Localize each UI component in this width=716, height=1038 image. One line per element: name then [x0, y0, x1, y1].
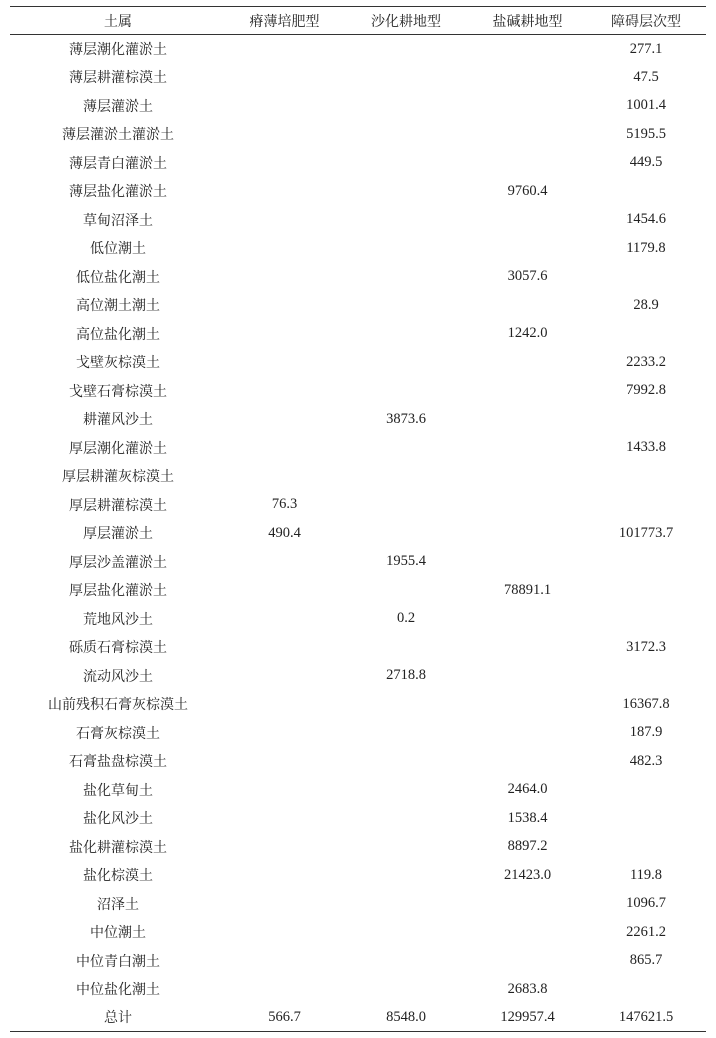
saline-value-cell — [469, 149, 586, 178]
soil-genus-cell: 荒地风沙土 — [83, 611, 153, 628]
saline-value-cell — [469, 662, 586, 691]
obstacle-layer-value-cell — [586, 833, 706, 862]
sandy-value-cell — [343, 35, 469, 64]
obstacle-layer-value-cell — [586, 662, 706, 691]
obstacle-layer-value-cell — [586, 804, 706, 833]
soil-genus-cell: 厚层耕灌棕漠土 — [69, 497, 167, 514]
total-row — [10, 1004, 706, 1032]
barren-value-cell — [226, 149, 343, 178]
saline-value-cell — [469, 519, 586, 548]
sandy-value-cell — [343, 519, 469, 548]
table-row — [10, 719, 706, 748]
obstacle-layer-value-cell — [586, 605, 706, 634]
table-row — [10, 975, 706, 1004]
soil-genus-cell: 薄层盐化灌淤土 — [69, 184, 167, 201]
table-footer — [10, 1004, 706, 1032]
saline-value-cell: 8897.2 — [507, 838, 548, 855]
barren-value-cell — [226, 890, 343, 919]
obstacle-layer-value-cell: 16367.8 — [622, 695, 670, 712]
sandy-value-cell — [343, 719, 469, 748]
barren-value-cell — [226, 462, 343, 491]
barren-value-cell — [226, 291, 343, 320]
header-saline-type: 盐碱耕地型 — [492, 13, 563, 30]
saline-value-cell — [469, 63, 586, 92]
saline-value-cell: 1242.0 — [507, 325, 548, 342]
soil-obstacle-table — [10, 6, 706, 1032]
table-row — [10, 206, 706, 235]
obstacle-layer-value-cell: 1179.8 — [626, 239, 666, 256]
table-row — [10, 149, 706, 178]
obstacle-layer-value-cell — [586, 975, 706, 1004]
soil-genus-cell: 薄层青白灌淤土 — [69, 155, 167, 172]
soil-obstacle-table-container — [10, 6, 706, 1032]
saline-value-cell — [469, 405, 586, 434]
barren-value-cell — [226, 35, 343, 64]
saline-value-cell: 21423.0 — [503, 866, 552, 883]
barren-value-cell — [226, 120, 343, 149]
saline-value-cell — [469, 291, 586, 320]
total-saline: 129957.4 — [500, 1008, 555, 1025]
sandy-value-cell — [343, 747, 469, 776]
soil-genus-cell: 盐化棕漠土 — [83, 868, 153, 885]
sandy-value-cell — [343, 861, 469, 890]
soil-genus-cell: 低位盐化潮土 — [76, 269, 160, 286]
obstacle-layer-value-cell — [586, 177, 706, 206]
sandy-value-cell — [343, 177, 469, 206]
table-row — [10, 320, 706, 349]
soil-genus-cell: 沼泽土 — [97, 896, 139, 913]
table-row — [10, 519, 706, 548]
barren-value-cell — [226, 747, 343, 776]
barren-value-cell — [226, 776, 343, 805]
table-row — [10, 405, 706, 434]
barren-value-cell — [226, 576, 343, 605]
obstacle-layer-value-cell — [586, 491, 706, 520]
sandy-value-cell — [343, 576, 469, 605]
saline-value-cell — [469, 120, 586, 149]
saline-value-cell — [469, 206, 586, 235]
soil-genus-cell: 厚层耕灌灰棕漠土 — [62, 469, 174, 486]
soil-genus-cell: 薄层灌淤土 — [83, 98, 153, 115]
table-row — [10, 63, 706, 92]
sandy-value-cell — [343, 206, 469, 235]
soil-genus-cell: 高位盐化潮土 — [76, 326, 160, 343]
sandy-value-cell: 3873.6 — [386, 410, 426, 427]
obstacle-layer-value-cell: 1454.6 — [626, 211, 666, 228]
obstacle-layer-value-cell: 2233.2 — [626, 353, 666, 370]
obstacle-layer-value-cell — [586, 320, 706, 349]
barren-value-cell — [226, 234, 343, 263]
sandy-value-cell — [343, 491, 469, 520]
barren-value-cell — [226, 320, 343, 349]
barren-value-cell — [226, 918, 343, 947]
sandy-value-cell — [343, 633, 469, 662]
soil-genus-cell: 流动风沙土 — [83, 668, 153, 685]
sandy-value-cell — [343, 348, 469, 377]
soil-genus-cell: 草甸沼泽土 — [83, 212, 153, 229]
barren-value-cell — [226, 690, 343, 719]
soil-genus-cell: 盐化风沙土 — [83, 811, 153, 828]
table-row — [10, 348, 706, 377]
soil-genus-cell: 中位青白潮土 — [76, 953, 160, 970]
sandy-value-cell — [343, 918, 469, 947]
obstacle-layer-value-cell: 865.7 — [629, 952, 663, 969]
soil-genus-cell: 薄层灌淤土灌淤土 — [62, 127, 174, 144]
barren-value-cell — [226, 947, 343, 976]
sandy-value-cell: 1955.4 — [386, 553, 426, 570]
soil-genus-cell: 盐化耕灌棕漠土 — [69, 839, 167, 856]
sandy-value-cell — [343, 377, 469, 406]
table-row — [10, 92, 706, 121]
obstacle-layer-value-cell: 47.5 — [633, 68, 659, 85]
table-row — [10, 747, 706, 776]
soil-genus-cell: 厚层潮化灌淤土 — [69, 440, 167, 457]
barren-value-cell — [226, 377, 343, 406]
saline-value-cell: 78891.1 — [503, 581, 552, 598]
soil-genus-cell: 石膏灰棕漠土 — [76, 725, 160, 742]
saline-value-cell — [469, 605, 586, 634]
sandy-value-cell — [343, 149, 469, 178]
barren-value-cell — [226, 605, 343, 634]
table-row — [10, 491, 706, 520]
saline-value-cell: 3057.6 — [507, 268, 548, 285]
table-row — [10, 576, 706, 605]
table-header — [10, 7, 706, 35]
soil-genus-cell: 中位潮土 — [90, 925, 146, 942]
obstacle-layer-value-cell — [586, 405, 706, 434]
soil-genus-cell: 薄层潮化灌淤土 — [69, 42, 167, 58]
barren-value-cell — [226, 206, 343, 235]
header-obstacle-layer-type: 障碍层次型 — [611, 13, 681, 30]
table-row — [10, 434, 706, 463]
soil-genus-cell: 薄层耕灌棕漠土 — [69, 70, 167, 87]
saline-value-cell — [469, 377, 586, 406]
saline-value-cell — [469, 918, 586, 947]
sandy-value-cell — [343, 92, 469, 121]
saline-value-cell: 2464.0 — [507, 781, 548, 798]
saline-value-cell — [469, 491, 586, 520]
obstacle-layer-value-cell — [586, 776, 706, 805]
barren-value-cell: 490.4 — [268, 524, 301, 541]
obstacle-layer-value-cell: 5195.5 — [626, 125, 666, 142]
barren-value-cell — [226, 263, 343, 292]
obstacle-layer-value-cell: 1433.8 — [626, 439, 666, 456]
table-row — [10, 548, 706, 577]
saline-value-cell — [469, 35, 586, 64]
saline-value-cell — [469, 462, 586, 491]
saline-value-cell — [469, 348, 586, 377]
table-row — [10, 177, 706, 206]
obstacle-layer-value-cell — [586, 576, 706, 605]
sandy-value-cell — [343, 776, 469, 805]
sandy-value-cell — [343, 263, 469, 292]
sandy-value-cell — [343, 462, 469, 491]
obstacle-layer-value-cell — [586, 548, 706, 577]
header-row — [10, 7, 706, 35]
header-sandy-type: 沙化耕地型 — [371, 13, 441, 30]
obstacle-layer-value-cell — [586, 263, 706, 292]
obstacle-layer-value-cell: 7992.8 — [626, 382, 666, 399]
table-row — [10, 833, 706, 862]
total-label: 总计 — [104, 1010, 132, 1027]
soil-genus-cell: 戈壁灰棕漠土 — [76, 355, 160, 372]
barren-value-cell — [226, 434, 343, 463]
obstacle-layer-value-cell: 28.9 — [633, 296, 659, 313]
sandy-value-cell — [343, 690, 469, 719]
obstacle-layer-value-cell: 187.9 — [629, 724, 663, 741]
soil-genus-cell: 厚层盐化灌淤土 — [69, 583, 167, 600]
saline-value-cell — [469, 747, 586, 776]
obstacle-layer-value-cell: 449.5 — [629, 154, 663, 171]
obstacle-layer-value-cell: 277.1 — [629, 40, 663, 57]
obstacle-layer-value-cell: 482.3 — [629, 752, 663, 769]
saline-value-cell — [469, 719, 586, 748]
soil-genus-cell: 山前残积石膏灰棕漠土 — [48, 697, 188, 714]
table-row — [10, 918, 706, 947]
sandy-value-cell — [343, 975, 469, 1004]
soil-genus-cell: 厚层灌淤土 — [83, 526, 153, 543]
obstacle-layer-value-cell: 3172.3 — [626, 638, 666, 655]
table-row — [10, 890, 706, 919]
table-row — [10, 776, 706, 805]
sandy-value-cell — [343, 434, 469, 463]
table-row — [10, 462, 706, 491]
soil-genus-cell: 耕灌风沙土 — [83, 412, 153, 429]
total-obstacle-layer: 147621.5 — [618, 1008, 674, 1025]
header-barren-type: 瘠薄培肥型 — [249, 13, 320, 30]
saline-value-cell — [469, 548, 586, 577]
barren-value-cell — [226, 177, 343, 206]
obstacle-layer-value-cell: 119.8 — [629, 866, 663, 883]
table-row — [10, 35, 706, 64]
sandy-value-cell — [343, 291, 469, 320]
table-body — [10, 35, 706, 1004]
barren-value-cell — [226, 719, 343, 748]
barren-value-cell — [226, 633, 343, 662]
table-row — [10, 234, 706, 263]
table-row — [10, 690, 706, 719]
obstacle-layer-value-cell: 1096.7 — [626, 895, 666, 912]
soil-genus-cell: 砾质石膏棕漠土 — [69, 640, 167, 657]
obstacle-layer-value-cell — [586, 462, 706, 491]
barren-value-cell — [226, 92, 343, 121]
table-row — [10, 291, 706, 320]
barren-value-cell: 76.3 — [271, 496, 298, 513]
total-barren: 566.7 — [268, 1008, 301, 1025]
saline-value-cell — [469, 234, 586, 263]
sandy-value-cell: 2718.8 — [386, 667, 426, 684]
sandy-value-cell — [343, 320, 469, 349]
table-row — [10, 947, 706, 976]
sandy-value-cell — [343, 234, 469, 263]
soil-genus-cell: 高位潮土潮土 — [76, 298, 160, 315]
obstacle-layer-value-cell: 101773.7 — [618, 524, 674, 541]
saline-value-cell — [469, 434, 586, 463]
sandy-value-cell — [343, 804, 469, 833]
table-row — [10, 633, 706, 662]
saline-value-cell — [469, 92, 586, 121]
barren-value-cell — [226, 975, 343, 1004]
sandy-value-cell — [343, 120, 469, 149]
table-row — [10, 804, 706, 833]
barren-value-cell — [226, 348, 343, 377]
saline-value-cell: 2683.8 — [507, 980, 548, 997]
table-row — [10, 377, 706, 406]
barren-value-cell — [226, 548, 343, 577]
barren-value-cell — [226, 833, 343, 862]
barren-value-cell — [226, 662, 343, 691]
obstacle-layer-value-cell: 2261.2 — [626, 923, 666, 940]
obstacle-layer-value-cell: 1001.4 — [626, 97, 666, 114]
sandy-value-cell — [343, 947, 469, 976]
sandy-value-cell: 0.2 — [396, 610, 416, 627]
barren-value-cell — [226, 861, 343, 890]
table-row — [10, 120, 706, 149]
table-row — [10, 861, 706, 890]
soil-genus-cell: 中位盐化潮土 — [76, 982, 160, 999]
soil-genus-cell: 厚层沙盖灌淤土 — [69, 554, 167, 571]
header-soil-genus: 土属 — [104, 13, 132, 30]
barren-value-cell — [226, 405, 343, 434]
saline-value-cell — [469, 947, 586, 976]
saline-value-cell — [469, 633, 586, 662]
total-sandy: 8548.0 — [386, 1008, 426, 1025]
soil-genus-cell: 盐化草甸土 — [83, 782, 153, 799]
sandy-value-cell — [343, 890, 469, 919]
table-row — [10, 263, 706, 292]
saline-value-cell: 1538.4 — [507, 809, 548, 826]
barren-value-cell — [226, 804, 343, 833]
sandy-value-cell — [343, 63, 469, 92]
barren-value-cell — [226, 63, 343, 92]
saline-value-cell: 9760.4 — [507, 182, 548, 199]
table-row — [10, 662, 706, 691]
saline-value-cell — [469, 690, 586, 719]
soil-genus-cell: 石膏盐盘棕漠土 — [69, 754, 167, 771]
sandy-value-cell — [343, 833, 469, 862]
soil-genus-cell: 低位潮土 — [90, 241, 146, 258]
soil-genus-cell: 戈壁石膏棕漠土 — [69, 383, 167, 400]
table-row — [10, 605, 706, 634]
saline-value-cell — [469, 890, 586, 919]
